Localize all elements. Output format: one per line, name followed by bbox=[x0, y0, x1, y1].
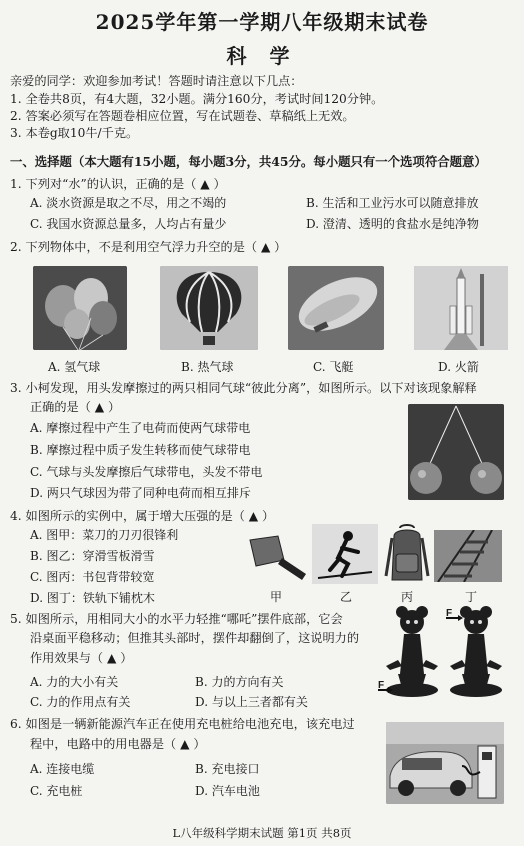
q3-stem-line-2: 正确的是（ ▲ ） bbox=[30, 400, 121, 414]
q3-stem-line-1: 3. 小柯发现，用头发摩擦过的两只相同气球“彼此分离”，如图所示。以下对该现象解释 bbox=[10, 381, 477, 395]
section-heading: 一、选择题（本大题有15小题，每小题3分，共45分。每小题只有一个选项符合题意） bbox=[10, 154, 487, 169]
q1-stem: 1. 下列对“水”的认识，正确的是（ ▲ ） bbox=[10, 177, 226, 191]
hot-air-balloon-photo bbox=[160, 266, 258, 350]
ev-charging-photo bbox=[386, 722, 504, 804]
q6-option-a: A. 连接电缆 bbox=[30, 762, 95, 776]
q6-option-b: B. 充电接口 bbox=[195, 762, 260, 776]
notice-item-2: 2. 答案必须写在答题卷相应位置，写在试题卷、草稿纸上无效。 bbox=[10, 109, 355, 123]
force-label-bottom: F bbox=[378, 680, 385, 691]
q2-stem: 2. 下列物体中，不是利用空气浮力升空的是（ ▲ ） bbox=[10, 240, 287, 254]
q2-caption-d: D. 火箭 bbox=[438, 360, 479, 374]
force-label-top: F bbox=[446, 608, 453, 619]
q5-option-a: A. 力的大小有关 bbox=[30, 675, 119, 689]
q3-option-b: B. 摩擦过程中质子发生转移而使气球带电 bbox=[30, 443, 251, 457]
hydrogen-balloons-photo bbox=[33, 266, 127, 350]
q6-option-c: C. 充电桩 bbox=[30, 784, 83, 798]
q4-stem: 4. 如图所示的实例中，属于增大压强的是（ ▲ ） bbox=[10, 509, 275, 523]
q5-stem-line-3: 作用效果与（ ▲ ） bbox=[30, 651, 133, 665]
charged-balloons-photo bbox=[408, 404, 504, 500]
notice-item-1: 1. 全卷共8页，有4大题，32小题。满分160分，考试时间120分钟。 bbox=[10, 92, 384, 106]
notice-item-3: 3. 本卷g取10牛/千克。 bbox=[10, 126, 139, 140]
notice-greeting: 亲爱的同学：欢迎参加考试！答题时请注意以下几点： bbox=[10, 74, 303, 88]
railway-track-image bbox=[434, 530, 502, 582]
q3-option-a: A. 摩擦过程中产生了电荷而使两气球带电 bbox=[30, 421, 251, 435]
subject-title: 科 学 bbox=[226, 44, 298, 68]
airship-photo bbox=[288, 266, 384, 350]
q5-option-d: D. 与以上三者都有关 bbox=[195, 695, 308, 709]
rocket-photo bbox=[414, 266, 508, 350]
q4-option-d: D. 图丁：铁轨下铺枕木 bbox=[30, 591, 155, 605]
q4-caption-ding: 丁 bbox=[465, 590, 478, 604]
q1-option-b: B. 生活和工业污水可以随意排放 bbox=[306, 196, 479, 210]
q4-caption-jia: 甲 bbox=[270, 590, 283, 604]
q5-option-c: C. 力的作用点有关 bbox=[30, 695, 131, 709]
q4-option-b: B. 图乙：穿滑雪板滑雪 bbox=[30, 549, 155, 563]
backpack-image bbox=[384, 524, 430, 584]
exam-title: 2025学年第一学期八年级期末试卷 bbox=[95, 10, 429, 34]
q4-caption-yi: 乙 bbox=[340, 590, 353, 604]
q2-caption-a: A. 氢气球 bbox=[48, 360, 101, 374]
q2-caption-b: B. 热气球 bbox=[181, 360, 234, 374]
q1-option-c: C. 我国水资源总量多，人均占有量少 bbox=[30, 217, 227, 231]
q5-stem-line-2: 沿桌面平稳移动；但推其头部时，摆件却翻倒了，这说明力的 bbox=[30, 631, 360, 645]
q4-option-a: A. 图甲：菜刀的刀刃很锋利 bbox=[30, 528, 179, 542]
q6-option-d: D. 汽车电池 bbox=[195, 784, 260, 798]
q1-option-a: A. 淡水资源是取之不尽，用之不竭的 bbox=[30, 196, 227, 210]
q5-option-b: B. 力的方向有关 bbox=[195, 675, 284, 689]
q3-option-c: C. 气球与头发摩擦后气球带电，头发不带电 bbox=[30, 465, 263, 479]
page-footer: L八年级科学期末试题 第1页 共8页 bbox=[172, 826, 352, 840]
kitchen-knife-image bbox=[244, 530, 310, 582]
skier-image bbox=[312, 524, 378, 584]
q5-stem-line-1: 5. 如图所示，用相同大小的水平力轻推“哪吒”摆件底部，它会 bbox=[10, 612, 343, 626]
q6-stem-line-1: 6. 如图是一辆新能源汽车正在使用充电桩给电池充电，该充电过 bbox=[10, 717, 355, 731]
q1-option-d: D. 澄清、透明的食盐水是纯净物 bbox=[306, 217, 479, 231]
q6-stem-line-2: 程中，电路中的用电器是（ ▲ ） bbox=[30, 737, 206, 751]
q4-caption-bing: 丙 bbox=[401, 590, 414, 604]
q4-option-c: C. 图丙：书包背带较宽 bbox=[30, 570, 155, 584]
q3-option-d: D. 两只气球因为带了同种电荷而相互排斥 bbox=[30, 486, 251, 500]
q2-caption-c: C. 飞艇 bbox=[313, 360, 354, 374]
nezha-figurine-diagram bbox=[376, 604, 508, 708]
